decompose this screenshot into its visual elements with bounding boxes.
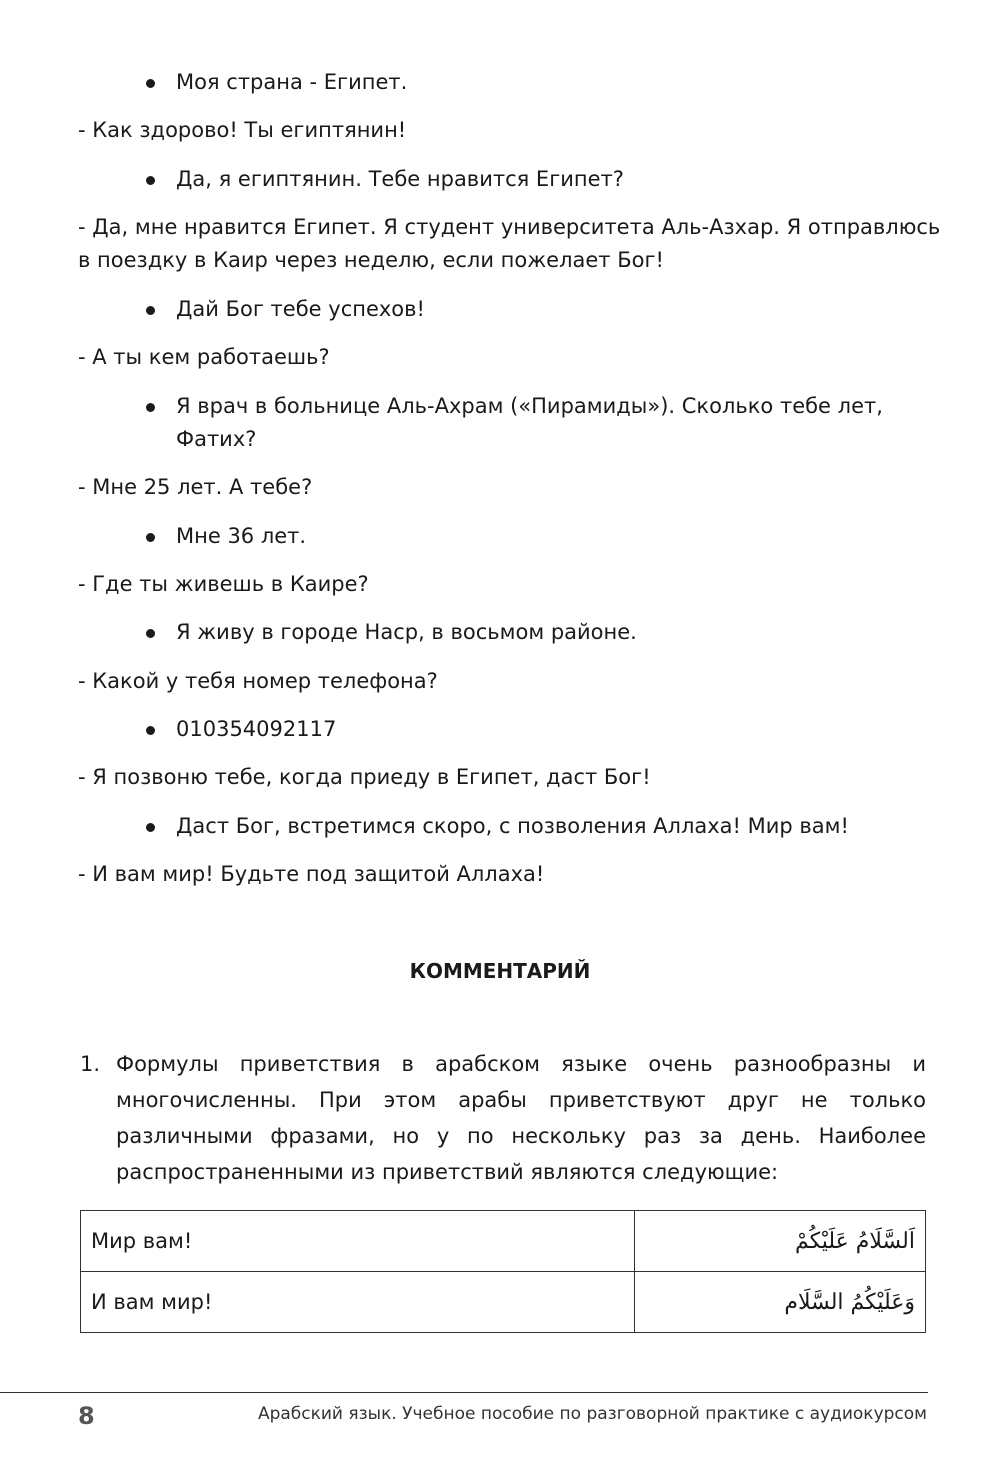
bullet-icon	[146, 726, 155, 735]
page-number: 8	[78, 1402, 95, 1430]
dialogue-line-question: - Какой у тебя номер телефона?	[78, 669, 438, 693]
commentary-item-number: 1.	[80, 1052, 101, 1076]
greeting-arabic: اَلسَّلَامُ عَلَيْكُمْ	[635, 1211, 926, 1272]
dialogue-line-question-cont: в поездку в Каир через неделю, если пожелает Бог!	[78, 248, 664, 272]
dialogue-line-question: - И вам мир! Будьте под защитой Аллаха!	[78, 862, 545, 886]
greetings-table	[80, 1210, 926, 1333]
dialogue-line-reply: Дай Бог тебе успехов!	[176, 293, 425, 325]
greeting-russian: И вам мир!	[81, 1272, 635, 1333]
dialogue-line-question: - Я позвоню тебе, когда приеду в Египет, даст Бог!	[78, 765, 651, 789]
dialogue-line-question: - Где ты живешь в Каире?	[78, 572, 369, 596]
table-row	[81, 1211, 926, 1272]
commentary-heading: КОММЕНТАРИЙ	[409, 959, 591, 983]
dialogue-line-reply: Мне 36 лет.	[176, 520, 306, 552]
dialogue-line-reply: Я врач в больнице Аль-Ахрам («Пирамиды»). Сколько тебе лет,	[176, 390, 883, 422]
bullet-icon	[146, 533, 155, 542]
bullet-icon	[146, 403, 155, 412]
dialogue-line-question: - Да, мне нравится Египет. Я студент университета Аль-Азхар. Я отправлюсь	[78, 215, 941, 239]
dialogue-line-question: - Как здорово! Ты египтянин!	[78, 118, 407, 142]
dialogue-line-reply: Моя страна - Египет.	[176, 66, 407, 98]
greeting-arabic: وَعَلَيْكُمُ السَّلَام	[635, 1272, 926, 1333]
dialogue-line-reply-cont: Фатих?	[176, 427, 257, 451]
bullet-icon	[146, 79, 155, 88]
table-row	[81, 1272, 926, 1333]
dialogue-line-reply: 010354092117	[176, 713, 336, 745]
greeting-russian: Мир вам!	[81, 1211, 635, 1272]
dialogue-line-reply: Даст Бог, встретимся скоро, с позволения Аллаха! Мир вам!	[176, 810, 849, 842]
commentary-item-text: Формулы приветствия в арабском языке очень разнообразны и многочисленны. При этом арабы приветствуют друг не только различными фразами, но у по нескольку раз за день. Наиболее распространенными из приветствий являются следующие:	[116, 1052, 926, 1184]
dialogue-line-question: - Мне 25 лет. А тебе?	[78, 475, 313, 499]
dialogue-line-reply: Я живу в городе Наср, в восьмом районе.	[176, 616, 637, 648]
bullet-icon	[146, 629, 155, 638]
bullet-icon	[146, 176, 155, 185]
book-title: Арабский язык. Учебное пособие по разговорной практике с аудиокурсом	[257, 1404, 927, 1424]
dialogue-line-reply: Да, я египтянин. Тебе нравится Египет?	[176, 163, 624, 195]
dialogue-line-question: - А ты кем работаешь?	[78, 345, 330, 369]
bullet-icon	[146, 306, 155, 315]
footer-divider	[0, 1392, 928, 1393]
bullet-icon	[146, 823, 155, 832]
